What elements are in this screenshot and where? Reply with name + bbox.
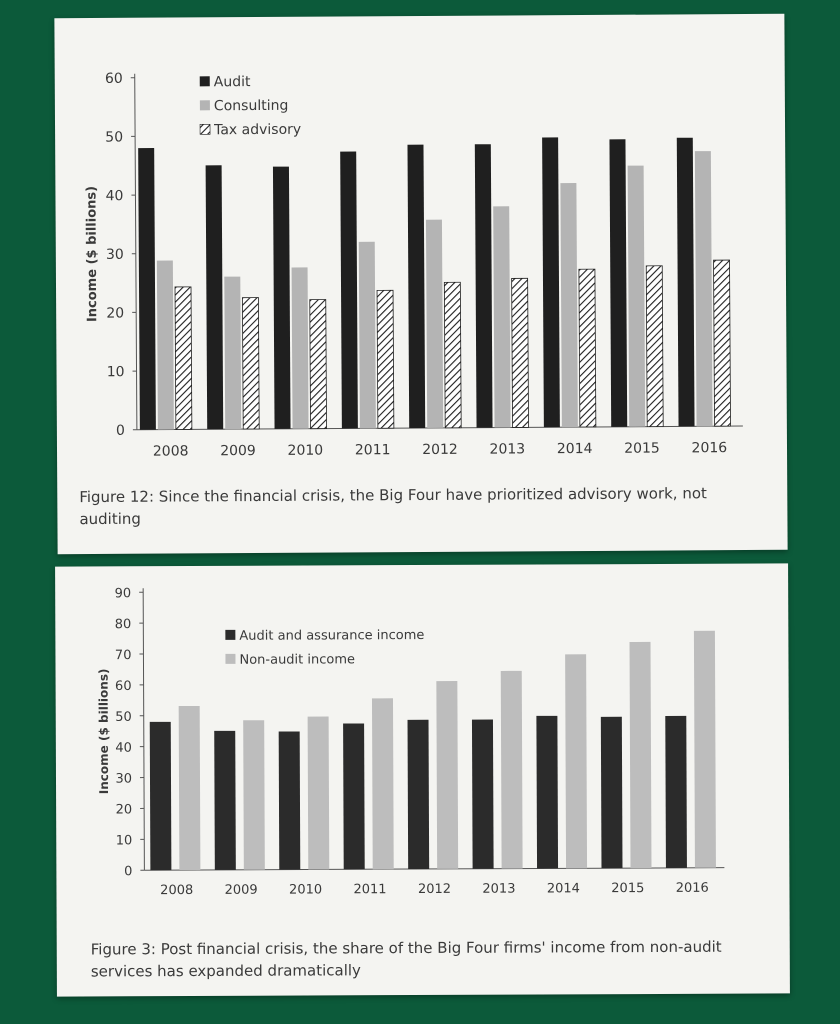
y-tick-label: 50 [105, 129, 124, 146]
y-tick-label: 40 [105, 188, 124, 205]
bar-audit-and-assurance-income [214, 731, 236, 870]
bar-audit-and-assurance-income [408, 720, 430, 869]
legend-swatch [200, 124, 210, 134]
legend-swatch [225, 630, 235, 640]
y-tick-label: 50 [115, 709, 132, 725]
x-tick-label: 2011 [354, 442, 391, 459]
y-axis-label: Income ($ billions) [84, 185, 101, 323]
bar-audit [609, 139, 627, 427]
bar-audit [206, 165, 224, 429]
legend-swatch [225, 654, 235, 664]
bar-tax-advisory [646, 266, 663, 427]
bar-consulting [628, 166, 646, 427]
bar-consulting [157, 261, 174, 430]
y-tick-label: 60 [115, 678, 132, 695]
x-tick-label: 2013 [489, 441, 526, 458]
bar-tax-advisory [377, 290, 394, 428]
bar-audit-and-assurance-income [150, 722, 172, 870]
x-tick-label: 2009 [224, 882, 258, 898]
y-tick-label: 20 [115, 802, 133, 818]
bar-non-audit-income [243, 720, 265, 870]
bar-non-audit-income [308, 717, 330, 870]
bar-non-audit-income [565, 654, 587, 868]
y-tick-label: 10 [106, 364, 125, 381]
y-tick-label: 10 [115, 833, 133, 849]
bar-audit [340, 151, 358, 428]
bar-consulting [292, 267, 309, 428]
bar-audit [273, 167, 291, 429]
bar-non-audit-income [372, 698, 394, 869]
figure-12-caption: Figure 12: Since the financial crisis, the Big Four have prioritized advisory work, not auditing [79, 484, 707, 529]
x-tick-label: 2010 [287, 442, 324, 459]
y-axis [143, 588, 144, 870]
x-tick-label: 2015 [611, 881, 645, 897]
legend-label: Audit and assurance income [239, 627, 425, 644]
bar-tax-advisory [175, 287, 192, 430]
bar-audit [138, 148, 156, 430]
x-tick-label: 2014 [556, 440, 593, 458]
y-tick-label: 30 [115, 771, 133, 787]
figure-12-card [54, 14, 787, 554]
bar-audit [407, 145, 425, 428]
bar-non-audit-income [694, 631, 716, 868]
bar-audit-and-assurance-income [279, 731, 301, 869]
bar-consulting [426, 220, 443, 428]
x-tick-label: 2009 [220, 443, 256, 460]
bar-audit [677, 138, 695, 427]
bar-audit-and-assurance-income [343, 723, 365, 869]
y-tick-label: 60 [104, 70, 123, 87]
bar-tax-advisory [512, 278, 529, 427]
bar-consulting [224, 277, 241, 430]
bar-consulting [359, 242, 376, 429]
bar-non-audit-income [436, 681, 458, 869]
bar-audit-and-assurance-income [472, 719, 494, 868]
bar-audit-and-assurance-income [665, 716, 687, 868]
bar-tax-advisory [579, 269, 596, 427]
bar-audit [542, 137, 560, 427]
x-tick-label: 2011 [353, 882, 387, 898]
y-tick-label: 70 [114, 648, 132, 664]
y-axis-label: Income ($ billions) [96, 668, 112, 795]
figure-3-chart [55, 563, 790, 936]
figure-3-caption: Figure 3: Post financial crisis, the share of the Big Four firms' income from non-audit services has expanded dramatically [90, 937, 722, 981]
bar-audit-and-assurance-income [601, 717, 623, 868]
y-tick-label: 30 [105, 246, 124, 263]
x-tick-label: 2014 [546, 881, 580, 897]
x-tick-label: 2008 [152, 443, 189, 460]
y-tick-label: 0 [115, 422, 125, 439]
bar-audit [475, 144, 493, 427]
bar-audit-and-assurance-income [536, 716, 558, 869]
y-tick-label: 90 [114, 586, 132, 602]
legend-label: Consulting [213, 97, 289, 115]
bar-non-audit-income [179, 706, 201, 870]
bar-consulting [493, 206, 510, 427]
figure-12-chart [54, 14, 787, 488]
bar-non-audit-income [630, 642, 652, 868]
bar-tax-advisory [242, 298, 259, 430]
legend-swatch [200, 100, 210, 110]
legend-swatch [200, 76, 210, 86]
y-tick-label: 0 [124, 864, 133, 880]
legend-label: Non-audit income [239, 652, 356, 668]
bar-tax-advisory [310, 300, 327, 429]
y-tick-label: 80 [114, 617, 132, 633]
y-tick-label: 20 [106, 305, 125, 322]
bar-tax-advisory [714, 260, 731, 426]
x-tick-label: 2016 [675, 880, 709, 896]
x-tick-label: 2013 [482, 881, 516, 897]
x-tick-label: 2012 [422, 441, 458, 458]
x-tick-label: 2010 [289, 882, 323, 898]
y-axis [135, 74, 137, 430]
bar-non-audit-income [501, 671, 523, 869]
bar-consulting [695, 151, 713, 426]
y-tick-label: 40 [115, 740, 132, 756]
bar-consulting [560, 183, 577, 427]
x-tick-label: 2015 [624, 440, 660, 457]
x-tick-label: 2016 [691, 440, 728, 457]
legend-label: Audit [213, 74, 251, 91]
x-tick-label: 2012 [417, 881, 452, 898]
figure-3-card [55, 563, 790, 996]
legend-label: Tax advisory [214, 121, 302, 139]
bar-tax-advisory [444, 282, 461, 428]
x-tick-label: 2008 [160, 883, 194, 899]
